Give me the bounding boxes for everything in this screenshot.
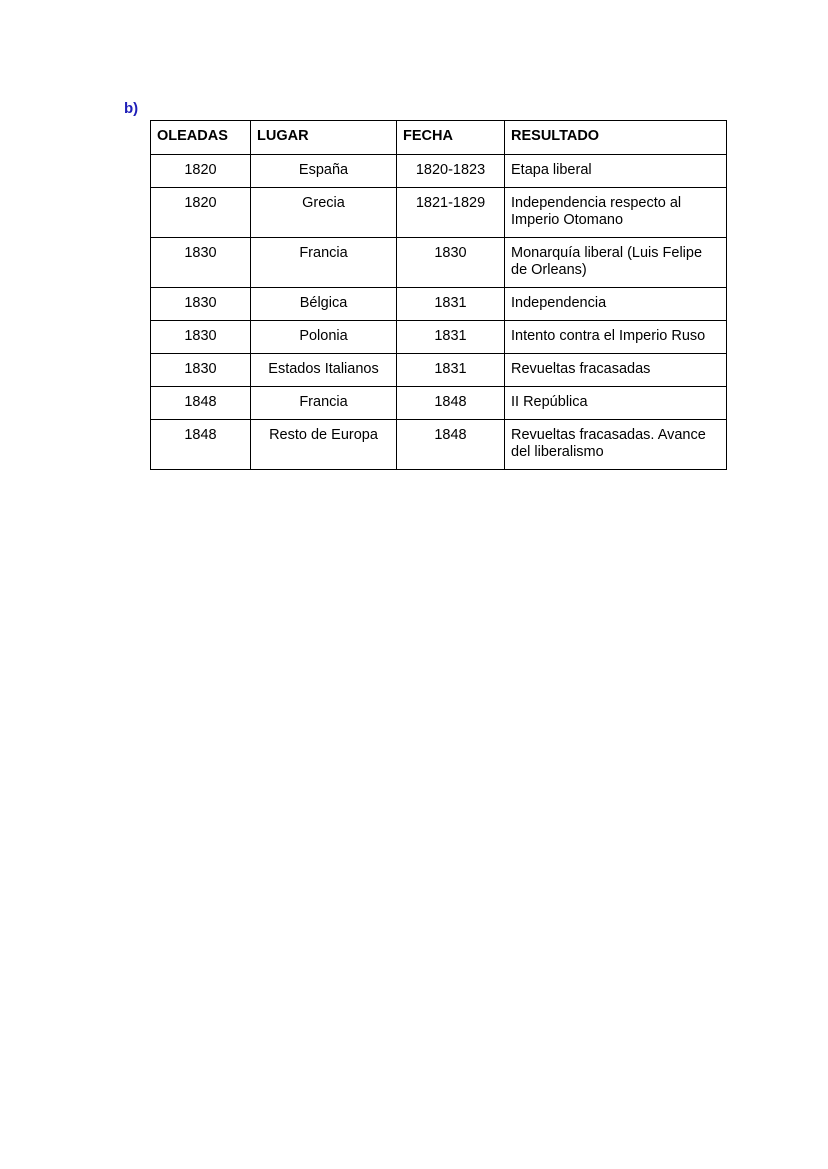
cell-resultado: Intento contra el Imperio Ruso [505,321,727,354]
revolutions-table [150,120,727,470]
cell-lugar: Grecia [251,188,397,238]
table-row [151,288,727,321]
cell-resultado: II República [505,387,727,420]
cell-fecha: 1820-1823 [397,155,505,188]
cell-oleada: 1830 [151,321,251,354]
section-label: b) [124,100,139,117]
table-row [151,387,727,420]
cell-lugar: Estados Italianos [251,354,397,387]
cell-oleada: 1820 [151,155,251,188]
cell-oleada: 1830 [151,238,251,288]
cell-lugar: Polonia [251,321,397,354]
cell-oleada: 1830 [151,354,251,387]
cell-lugar: Bélgica [251,288,397,321]
header-oleadas: OLEADAS [151,121,251,155]
table-row [151,155,727,188]
cell-fecha: 1831 [397,321,505,354]
cell-oleada: 1848 [151,387,251,420]
table-row [151,321,727,354]
cell-resultado: Revueltas fracasadas [505,354,727,387]
cell-lugar: España [251,155,397,188]
cell-resultado: Independencia respecto al Imperio Otomano [505,188,727,238]
cell-oleada: 1830 [151,288,251,321]
table-header-row [151,121,727,155]
table-row [151,238,727,288]
cell-oleada: 1820 [151,188,251,238]
cell-resultado: Revueltas fracasadas. Avance del liberalismo [505,420,727,470]
table-row [151,354,727,387]
cell-lugar: Francia [251,238,397,288]
cell-resultado: Independencia [505,288,727,321]
cell-fecha: 1831 [397,288,505,321]
table-row [151,188,727,238]
table-row [151,420,727,470]
cell-fecha: 1830 [397,238,505,288]
cell-oleada: 1848 [151,420,251,470]
header-resultado: RESULTADO [505,121,727,155]
cell-resultado: Etapa liberal [505,155,727,188]
header-lugar: LUGAR [251,121,397,155]
cell-fecha: 1831 [397,354,505,387]
cell-fecha: 1848 [397,420,505,470]
cell-lugar: Francia [251,387,397,420]
cell-resultado: Monarquía liberal (Luis Felipe de Orleans) [505,238,727,288]
cell-lugar: Resto de Europa [251,420,397,470]
header-fecha: FECHA [397,121,505,155]
cell-fecha: 1848 [397,387,505,420]
cell-fecha: 1821-1829 [397,188,505,238]
